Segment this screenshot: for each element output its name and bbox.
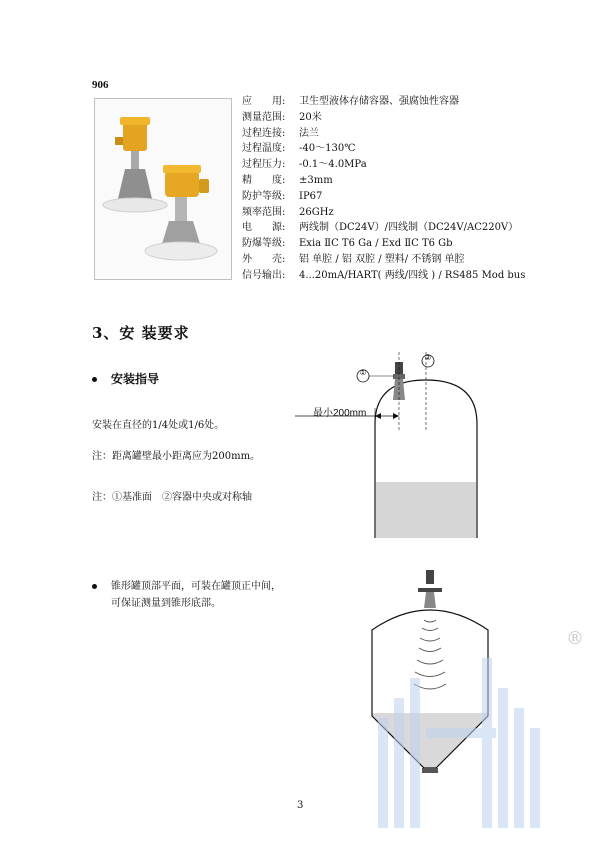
brand-watermark [370, 628, 584, 832]
registered-mark: ® [566, 628, 584, 649]
note-legend: 注：①基准面 ②容器中央或对称轴 [92, 492, 252, 503]
spec-value: 铝 单腔 / 铝 双腔 / 塑料/ 不锈钢 单腔 [299, 253, 465, 265]
spec-row [242, 141, 525, 157]
spec-row [242, 236, 525, 252]
spec-value: -0.1～4.0MPa [299, 159, 367, 171]
spec-value: 法兰 [299, 127, 319, 139]
product-model: 906 [92, 79, 109, 91]
spec-row [242, 205, 525, 221]
spec-row [242, 126, 525, 142]
spec-label: 频率范围: [242, 206, 286, 218]
subheading [92, 370, 159, 387]
spec-value: 26GHz [299, 206, 334, 218]
spec-value: 卫生型液体存储容器、强腐蚀性容器 [299, 96, 459, 107]
spec-label: 防护等级: [242, 190, 286, 202]
gauge-head [426, 570, 434, 584]
spec-row [242, 252, 525, 268]
spec-label: 精 度: [242, 174, 286, 186]
marker-reference-plane: ① [359, 368, 367, 377]
spec-value: 20米 [299, 111, 322, 123]
gauge-horn [424, 592, 436, 608]
bullet-icon [92, 584, 97, 589]
marker-center-axis: ② [424, 353, 432, 362]
note-min-distance: 注：距离罐壁最小距离应为200mm。 [92, 451, 261, 462]
spec-value: Exia ⅡC T6 Ga / Exd ⅡC T6 Gb [299, 238, 453, 250]
spec-row [242, 220, 525, 236]
conical-note-line-1 [92, 578, 281, 595]
section-title: 3、安 装要求 [92, 324, 190, 342]
spec-value: 4...20mA/HART( 两线/四线 ) / RS485 Mod bus [299, 269, 526, 281]
bullet-icon [92, 377, 97, 382]
spec-value: IP67 [299, 190, 323, 202]
spec-row [242, 94, 525, 110]
spec-label: 电 源: [242, 222, 286, 234]
spec-label: 过程压力: [242, 159, 286, 171]
spec-value: -40～130℃ [299, 143, 356, 155]
subheading-text: 安装指导 [111, 372, 160, 386]
spec-row [242, 189, 525, 205]
spec-label: 过程连接: [242, 127, 286, 139]
spec-row [242, 268, 525, 284]
spec-label: 信号输出: [242, 269, 286, 281]
conical-note-line-2: 可保证测量到锥形底部。 [111, 598, 221, 609]
radar-level-gauge-image [95, 99, 231, 279]
spec-row [242, 173, 525, 189]
spec-label: 防爆等级: [242, 238, 286, 250]
spec-row [242, 157, 525, 173]
spec-label: 应 用: [242, 96, 286, 107]
spec-list [242, 94, 525, 284]
spec-value: 两线制（DC24V）/四线制（DC24V/AC220V） [299, 222, 519, 234]
conical-note-text-1: 锥形罐顶部平面，可装在罐顶正中间， [111, 581, 281, 592]
spec-label: 测量范围: [242, 111, 286, 123]
page-number: 3 [297, 800, 304, 811]
liquid-level [376, 482, 476, 538]
spec-value: ±3mm [299, 174, 333, 186]
min-distance-label: 最小200mm [313, 408, 367, 419]
spec-row [242, 110, 525, 126]
watermark-logo-icon [370, 628, 570, 828]
spec-label: 过程温度: [242, 143, 286, 155]
conical-tank-note [92, 578, 281, 612]
product-photo [94, 98, 232, 280]
install-paragraph: 安装在直径的1/4处或1/6处。 [92, 420, 225, 431]
tank-diagram-1 [295, 352, 495, 546]
spec-label: 外 壳: [242, 253, 286, 265]
